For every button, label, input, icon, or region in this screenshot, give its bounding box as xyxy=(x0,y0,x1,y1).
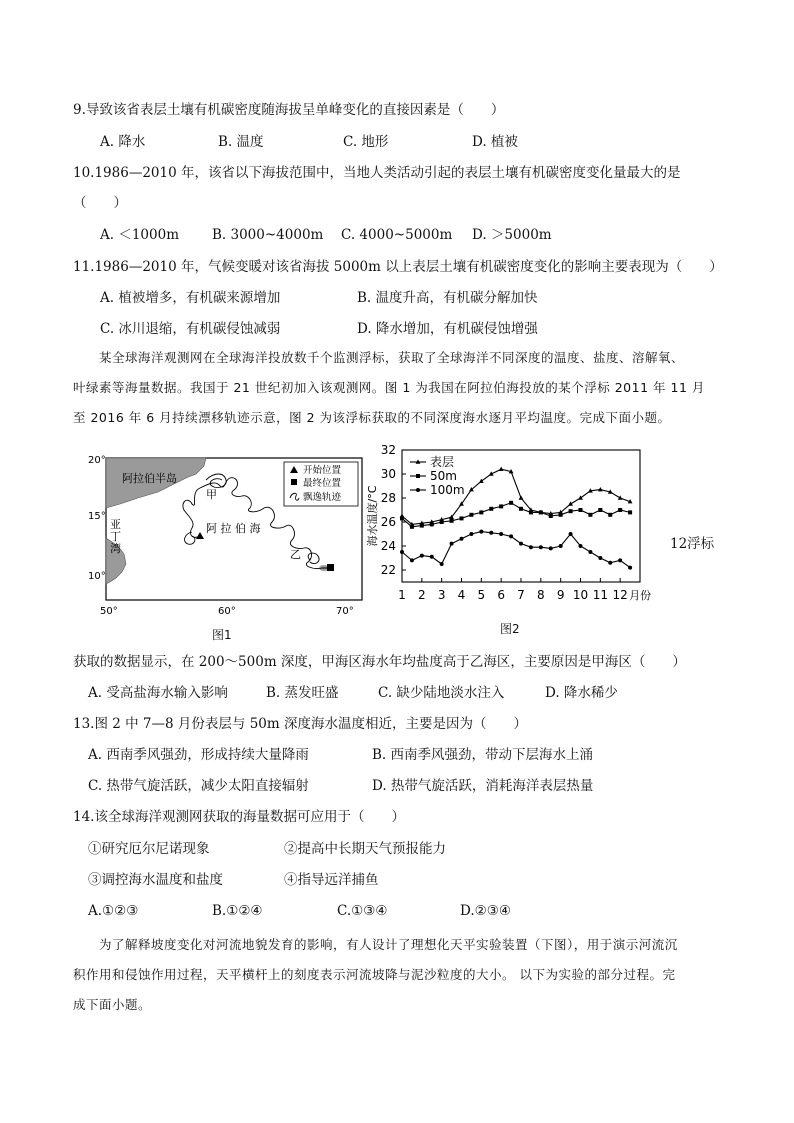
figure-1-map xyxy=(88,450,368,620)
figure-2-caption: 图2 xyxy=(500,622,520,636)
lat-label-15: 15° xyxy=(88,511,106,522)
q10-option-c: C. 4000~5000m xyxy=(341,227,453,243)
series-line-100m xyxy=(402,532,630,568)
data-point xyxy=(549,514,553,518)
q9-option-c: C. 地形 xyxy=(343,134,389,150)
q14-item-4: ④指导远洋捕鱼 xyxy=(284,872,379,888)
data-point xyxy=(499,532,503,536)
passage-2-line-2: 积作用和侵蚀作用过程，天平横杆上的刻度表示河流坡降与泥沙粒度的大小。 以下为实验的部分过程。完 xyxy=(73,967,676,982)
y-axis-label: 海水温度/°C xyxy=(366,485,379,547)
data-point xyxy=(489,531,493,535)
passage-2-line-1: 为了解释坡度变化对河流地貌发育的影响，有人设计了理想化天平实验装置（下图），用于演示河流沉 xyxy=(99,937,678,952)
passage-1-line-3: 至 2016 年 6 月持续漂移轨迹示意，图 2 为该浮标获取的不同深度海水逐月平均温度。完成下面小题。 xyxy=(73,410,671,425)
data-point xyxy=(460,537,464,541)
data-point xyxy=(628,566,632,570)
data-point xyxy=(499,504,503,508)
q13-stem: 13.图 2 中 7—8 月份表层与 50m 深度海水温度相近，主要是因为（ ） xyxy=(73,716,527,732)
figure-2-chart xyxy=(368,442,668,612)
legend-end-icon xyxy=(291,479,297,485)
data-point xyxy=(539,545,543,549)
q9-option-d: D. 植被 xyxy=(472,134,518,150)
q12-option-a: A. 受高盐海水输入影响 xyxy=(88,685,228,701)
data-point xyxy=(469,513,473,517)
y-tick-label: 22 xyxy=(380,563,396,577)
q11-option-c: C. 冰川退缩，有机碳侵蚀减弱 xyxy=(100,321,281,337)
passage-1-line-2: 叶绿素等海量数据。我国于 21 世纪初加入该观测网。图 1 为我国在阿拉伯海投放的某个浮标 2011 年 11 月 xyxy=(73,380,705,395)
legend-label: 50m xyxy=(430,469,457,483)
q11-option-b: B. 温度升高，有机碳分解加快 xyxy=(357,290,538,306)
q14-stem: 14.该全球海洋观测网获取的海量数据可应用于（ ） xyxy=(73,809,405,825)
x-tick-label: 7 xyxy=(517,588,525,602)
data-point xyxy=(529,545,533,549)
data-point xyxy=(479,510,483,514)
q13-option-b: B. 西南季风强劲，带动下层海水上涌 xyxy=(372,747,594,763)
x-tick-label: 10 xyxy=(572,588,589,602)
data-point xyxy=(499,467,504,471)
q13-option-a: A. 西南季风强劲，形成持续大量降雨 xyxy=(88,747,309,763)
x-tick-label: 2 xyxy=(418,588,426,602)
lat-label-10: 10° xyxy=(88,571,106,582)
y-tick-label: 32 xyxy=(380,443,396,457)
q12-stem: 获取的数据显示，在 200～500m 深度，甲海区海水年均盐度高于乙海区，主要原因是甲海区（ ） xyxy=(73,654,686,670)
q14-item-2: ②提高中长期天气预报能力 xyxy=(284,841,446,857)
label-arabian-peninsula: 阿拉伯半岛 xyxy=(122,472,177,485)
data-point xyxy=(450,542,454,546)
x-tick-label: 12 xyxy=(612,588,628,602)
data-point xyxy=(539,510,543,514)
figure-1-caption: 图1 xyxy=(212,628,232,642)
q9-option-b: B. 温度 xyxy=(218,134,264,150)
x-unit-label: 月份 xyxy=(629,589,652,602)
label-aden-2: 丁 xyxy=(110,530,121,543)
y-tick-label: 24 xyxy=(380,539,396,553)
passage-1 xyxy=(73,343,723,433)
label-arabian-sea: 阿 拉 伯 海 xyxy=(206,522,261,535)
data-point xyxy=(608,513,612,517)
lon-label-70: 70° xyxy=(336,606,354,617)
y-tick-label: 26 xyxy=(380,515,396,529)
data-point xyxy=(598,508,602,512)
lon-label-50: 50° xyxy=(100,606,118,617)
data-point xyxy=(529,510,533,514)
data-point xyxy=(618,508,622,512)
q14-option-b: B.①②④ xyxy=(212,903,263,919)
q12-stem-tail: 12浮标 xyxy=(670,536,715,552)
x-tick-label: 5 xyxy=(477,588,486,602)
q14-option-d: D.②③④ xyxy=(460,903,511,919)
data-point xyxy=(519,495,524,499)
q10-stem-bracket: （ ） xyxy=(73,195,127,211)
passage-2 xyxy=(73,930,723,1020)
data-point xyxy=(519,507,523,511)
q12-option-d: D. 降水稀少 xyxy=(545,685,618,701)
data-point xyxy=(450,519,454,523)
data-point xyxy=(489,507,493,511)
data-point xyxy=(420,554,424,558)
data-point xyxy=(410,525,414,529)
q10-stem: 10.1986—2010 年，该省以下海拔范围中，当地人类活动引起的表层土壤有机碳密度变化量最大的是 xyxy=(73,165,681,181)
data-point xyxy=(569,509,573,513)
q14-option-c: C.①③④ xyxy=(337,903,388,919)
legend-label: 表层 xyxy=(430,455,455,469)
q10-option-b: B. 3000~4000m xyxy=(212,227,324,243)
q12-option-b: B. 蒸发旺盛 xyxy=(266,685,339,701)
x-tick-label: 4 xyxy=(457,588,466,602)
y-tick-label: 30 xyxy=(380,467,396,481)
data-point xyxy=(430,522,434,526)
data-point xyxy=(519,542,523,546)
q14-option-a: A.①②③ xyxy=(88,903,139,919)
lon-label-60: 60° xyxy=(218,606,236,617)
passage-2-line-3: 成下面小题。 xyxy=(73,997,152,1012)
data-point xyxy=(509,534,513,538)
data-point xyxy=(420,524,424,528)
label-jia: 甲 xyxy=(206,488,217,501)
data-point xyxy=(628,510,632,514)
data-point xyxy=(440,520,444,524)
data-point xyxy=(440,562,444,566)
q9-option-a: A. 降水 xyxy=(100,134,146,150)
legend-end-label: 最终位置 xyxy=(303,478,342,489)
label-aden-1: 亚 xyxy=(110,518,121,531)
x-tick-label: 6 xyxy=(497,588,505,602)
data-point xyxy=(598,556,602,560)
q13-option-c: C. 热带气旋活跃，减少太阳直接辐射 xyxy=(88,778,309,794)
legend-start-label: 开始位置 xyxy=(303,465,342,476)
data-point xyxy=(460,516,464,520)
data-point xyxy=(608,561,612,565)
y-tick-label: 28 xyxy=(380,491,396,505)
data-point xyxy=(479,479,484,483)
data-point xyxy=(509,501,513,505)
data-point xyxy=(469,532,473,536)
legend-trajectory-label: 飘逸轨迹 xyxy=(303,492,342,503)
q9-stem: 9.导致该省表层土壤有机碳密度随海拔呈单峰变化的直接因素是（ ） xyxy=(73,102,505,118)
q14-item-3: ③调控海水温度和盐度 xyxy=(88,872,223,888)
data-point xyxy=(479,530,483,534)
q13-option-d: D. 热带气旋活跃，消耗海洋表层热量 xyxy=(372,778,594,794)
data-point xyxy=(559,513,563,517)
q11-stem: 11.1986—2010 年，气候变暖对该省海拔 5000m 以上表层土壤有机碳密度变化的影响主要表现为（ ） xyxy=(73,259,723,275)
data-point xyxy=(559,544,563,548)
data-point xyxy=(618,558,622,562)
data-point xyxy=(430,555,434,559)
data-point xyxy=(569,532,573,536)
data-point xyxy=(578,495,583,499)
lat-label-20: 20° xyxy=(88,455,106,466)
data-point xyxy=(410,558,414,562)
x-tick-label: 8 xyxy=(537,588,545,602)
end-position-marker xyxy=(327,564,334,571)
q10-option-d: D. ＞5000m xyxy=(472,227,552,243)
data-point xyxy=(579,508,583,512)
passage-1-line-1: 某全球海洋观测网在全球海洋投放数千个监测浮标，获取了全球海洋不同深度的温度、盐度、溶解氧、 xyxy=(99,350,685,365)
x-tick-label: 3 xyxy=(437,588,446,602)
data-point xyxy=(598,487,603,491)
series-line-50m xyxy=(402,503,630,527)
x-tick-label: 9 xyxy=(556,588,565,602)
data-point xyxy=(579,544,583,548)
q11-option-a: A. 植被增多，有机碳来源增加 xyxy=(100,290,281,306)
data-point xyxy=(400,516,404,520)
q14-item-1: ①研究厄尔尼诺现象 xyxy=(88,841,210,857)
x-tick-label: 1 xyxy=(398,588,406,602)
data-point xyxy=(549,546,553,550)
x-tick-label: 11 xyxy=(592,588,608,602)
data-point xyxy=(400,550,404,554)
legend-label: 100m xyxy=(430,483,465,497)
data-point xyxy=(588,550,592,554)
data-point xyxy=(588,513,592,517)
label-aden-3: 湾 xyxy=(110,542,121,555)
legend-marker xyxy=(416,474,420,478)
label-yi: 乙 xyxy=(290,548,301,561)
q10-option-a: A. ＜1000m xyxy=(100,227,179,243)
legend-marker xyxy=(416,488,420,492)
q12-option-c: C. 缺少陆地淡水注入 xyxy=(378,685,505,701)
q11-option-d: D. 降水增加，有机碳侵蚀增强 xyxy=(357,321,538,337)
